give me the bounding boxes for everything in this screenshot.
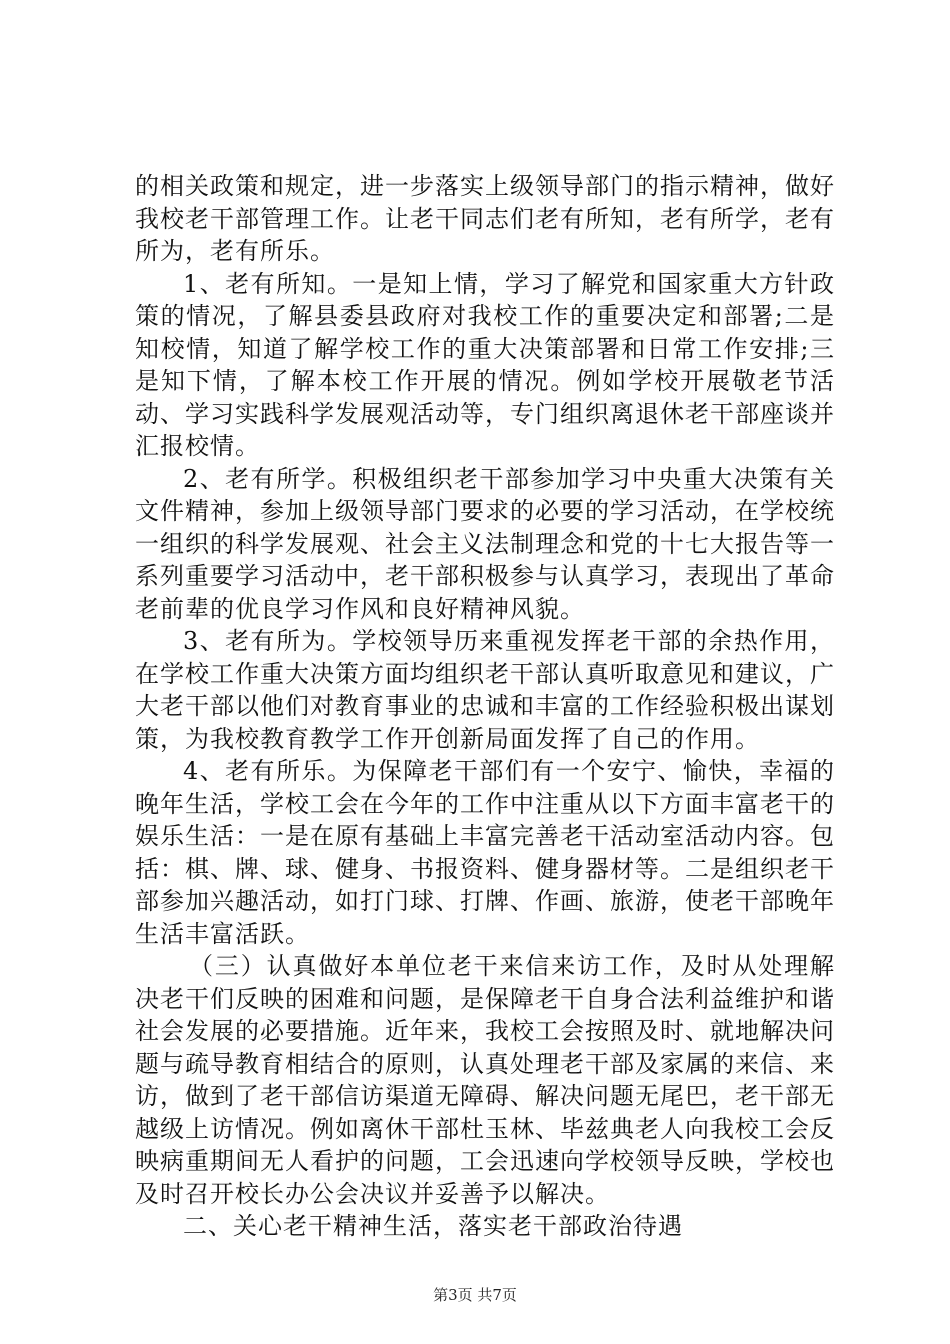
page-number: 第3页 共7页 bbox=[433, 1286, 517, 1304]
paragraph-item-2: 2、老有所学。积极组织老干部参加学习中央重大决策有关文件精神，参加上级领导部门要求的必要的学习活动，在学校统一组织的科学发展观、社会主义法制理念和党的十七大报告等一系列重要学习活动中，老干部积极参与认真学习，表现出了革命老前辈的优良学习作风和良好精神风貌。 bbox=[135, 464, 835, 623]
page-footer bbox=[0, 1284, 950, 1305]
section-heading-2: 二、关心老干精神生活，落实老干部政治待遇 bbox=[183, 1212, 683, 1240]
paragraph-section-3: （三）认真做好本单位老干来信来访工作，及时从处理解决老干们反映的困难和问题，是保障老干自身合法利益维护和谐社会发展的必要措施。近年来，我校工会按照及时、就地解决问题与疏导教育相结合的原则，认真处理老干部及家属的来信、来访，做到了老干部信访渠道无障碍、解决问题无尾巴，老干部无越级上访情况。例如离休干部杜玉林、毕兹典老人向我校工会反映病重期间无人看护的问题，工会迅速向学校领导反映，学校也及时召开校长办公会决议并妥善予以解决。 bbox=[135, 952, 835, 1208]
paragraph-continuation: 的相关政策和规定，进一步落实上级领导部门的指示精神，做好我校老干部管理工作。让老干同志们老有所知，老有所学，老有所为，老有所乐。 bbox=[135, 172, 835, 265]
paragraph-item-1: 1、老有所知。一是知上情，学习了解党和国家重大方针政策的情况，了解县委县政府对我校工作的重要决定和部署;二是知校情，知道了解学校工作的重大决策部署和日常工作安排;三是知下情，了解本校工作开展的情况。例如学校开展敬老节活动、学习实践科学发展观活动等，专门组织离退休老干部座谈并汇报校情。 bbox=[135, 269, 835, 460]
document-body bbox=[135, 170, 835, 1243]
paragraph-item-4: 4、老有所乐。为保障老干部们有一个安宁、愉快，幸福的晚年生活，学校工会在今年的工作中注重从以下方面丰富老干的娱乐生活：一是在原有基础上丰富完善老干活动室活动内容。包括：棋、牌、球、健身、书报资料、健身器材等。二是组织老干部参加兴趣活动，如打门球、打牌、作画、旅游，使老干部晚年生活丰富活跃。 bbox=[135, 757, 835, 948]
paragraph-item-3: 3、老有所为。学校领导历来重视发挥老干部的余热作用，在学校工作重大决策方面均组织老干部认真听取意见和建议，广大老干部以他们对教育事业的忠诚和丰富的工作经验积极出谋划策，为我校教育教学工作开创新局面发挥了自己的作用。 bbox=[135, 627, 835, 753]
